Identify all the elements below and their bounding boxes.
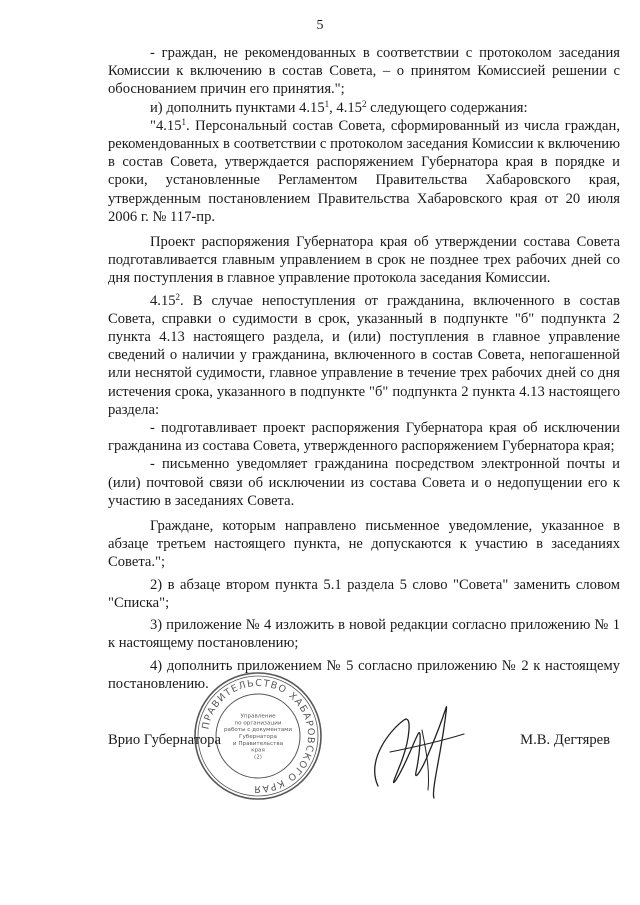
- paragraph-4: Проект распоряжения Губернатора края об утверждении состава Совета подготавливается главным управлением в срок не позднее трех рабочих дней со дня поступления в главное управление протокола заседания Комиссии.: [108, 234, 620, 287]
- stamp-center-line: по организации: [234, 720, 282, 727]
- stamp-center-line: работы с документами: [224, 727, 292, 734]
- stamp-center-line: Управление: [240, 713, 276, 720]
- paragraph-1: - граждан, не рекомендованных в соответствии с протоколом заседания Комиссии к включению в состав Совета, – о принятом Комиссией решении с обоснованием причин его принятия.";: [108, 45, 620, 98]
- signature-block: [108, 677, 620, 830]
- signatory-name: М.В. Дегтярев: [520, 732, 610, 748]
- svg-text:ПРАВИТЕЛЬСТВО ХАБАРОВСКОГО КРА: ПРАВИТЕЛЬСТВО ХАБАРОВСКОГО КРАЯ: [200, 677, 317, 795]
- handwritten-signature-icon: [360, 690, 470, 810]
- stamp-center-line: Губернатора: [239, 734, 277, 740]
- paragraph-6: - подготавливает проект распоряжения Губернатора края об исключении гражданина из состава Совета, утвержденного распоряжением Губернатора края;: [108, 420, 620, 455]
- document-body: [108, 44, 620, 693]
- paragraph-7: - письменно уведомляет гражданина посредством электронной почты и (или) почтовой связи об исключении из состава Совета и о недопущении его к участию в заседаниях Совета.: [108, 456, 620, 509]
- stamp-center-line: и Правительства: [232, 740, 284, 747]
- paragraph-10: 3) приложение № 4 изложить в новой редакции согласно приложению № 1 к настоящему постановлению;: [108, 617, 620, 652]
- stamp-center-line: (2): [254, 754, 262, 761]
- paragraph-5: 4.15$^2$. В случае непоступления от гражданина, включенного в состав Совета, справки о судимости в срок, указанный в подпункте "б" подпункта 2 пункта 4.13 настоящего раздела, и (или) поступления в главное управление сведений о наличии у гражданина, включенного в состав Совета, непогашенной или неснятой судимости, главное управление в течение трех рабочих дней со дня истечения срока, указанного в подпункте "б" подпункта 2 пункта 4.13 настоящего раздела:: [108, 291, 620, 418]
- signatory-position: Врио Губернатора: [108, 732, 221, 748]
- paragraph-9: 2) в абзаце втором пункта 5.1 раздела 5 слово "Совета" заменить словом "Списка";: [108, 576, 620, 611]
- official-stamp-icon: [192, 670, 324, 802]
- page-number: 5: [316, 18, 324, 33]
- paragraph-8: Граждане, которым направлено письменное уведомление, указанное в абзаце третьем настоящего пункта, не допускаются к участию в заседаниях Совета.";: [108, 518, 620, 571]
- paragraph-3: "4.15$^1$. Персональный состав Совета, сформированный из числа граждан, рекомендованных в соответствии с протоколом заседания Комиссии к включению в состав Совета, утверждается распоряжением Губернатора края в порядке и сроки, установленные Регламентом Правительства Хабаровского края, утвержденным постановлением Правительства Хабаровского края от 20 июля 2006 г. № 117-пр.: [108, 116, 620, 225]
- paragraph-11: 4) дополнить приложением № 5 согласно приложению № 2 к настоящему постановлению.: [108, 657, 620, 692]
- stamp-center-line: края: [251, 747, 265, 754]
- paragraph-2: и) дополнить пунктами 4.15$^1$, 4.15$^2$ следующего содержания:: [150, 98, 528, 116]
